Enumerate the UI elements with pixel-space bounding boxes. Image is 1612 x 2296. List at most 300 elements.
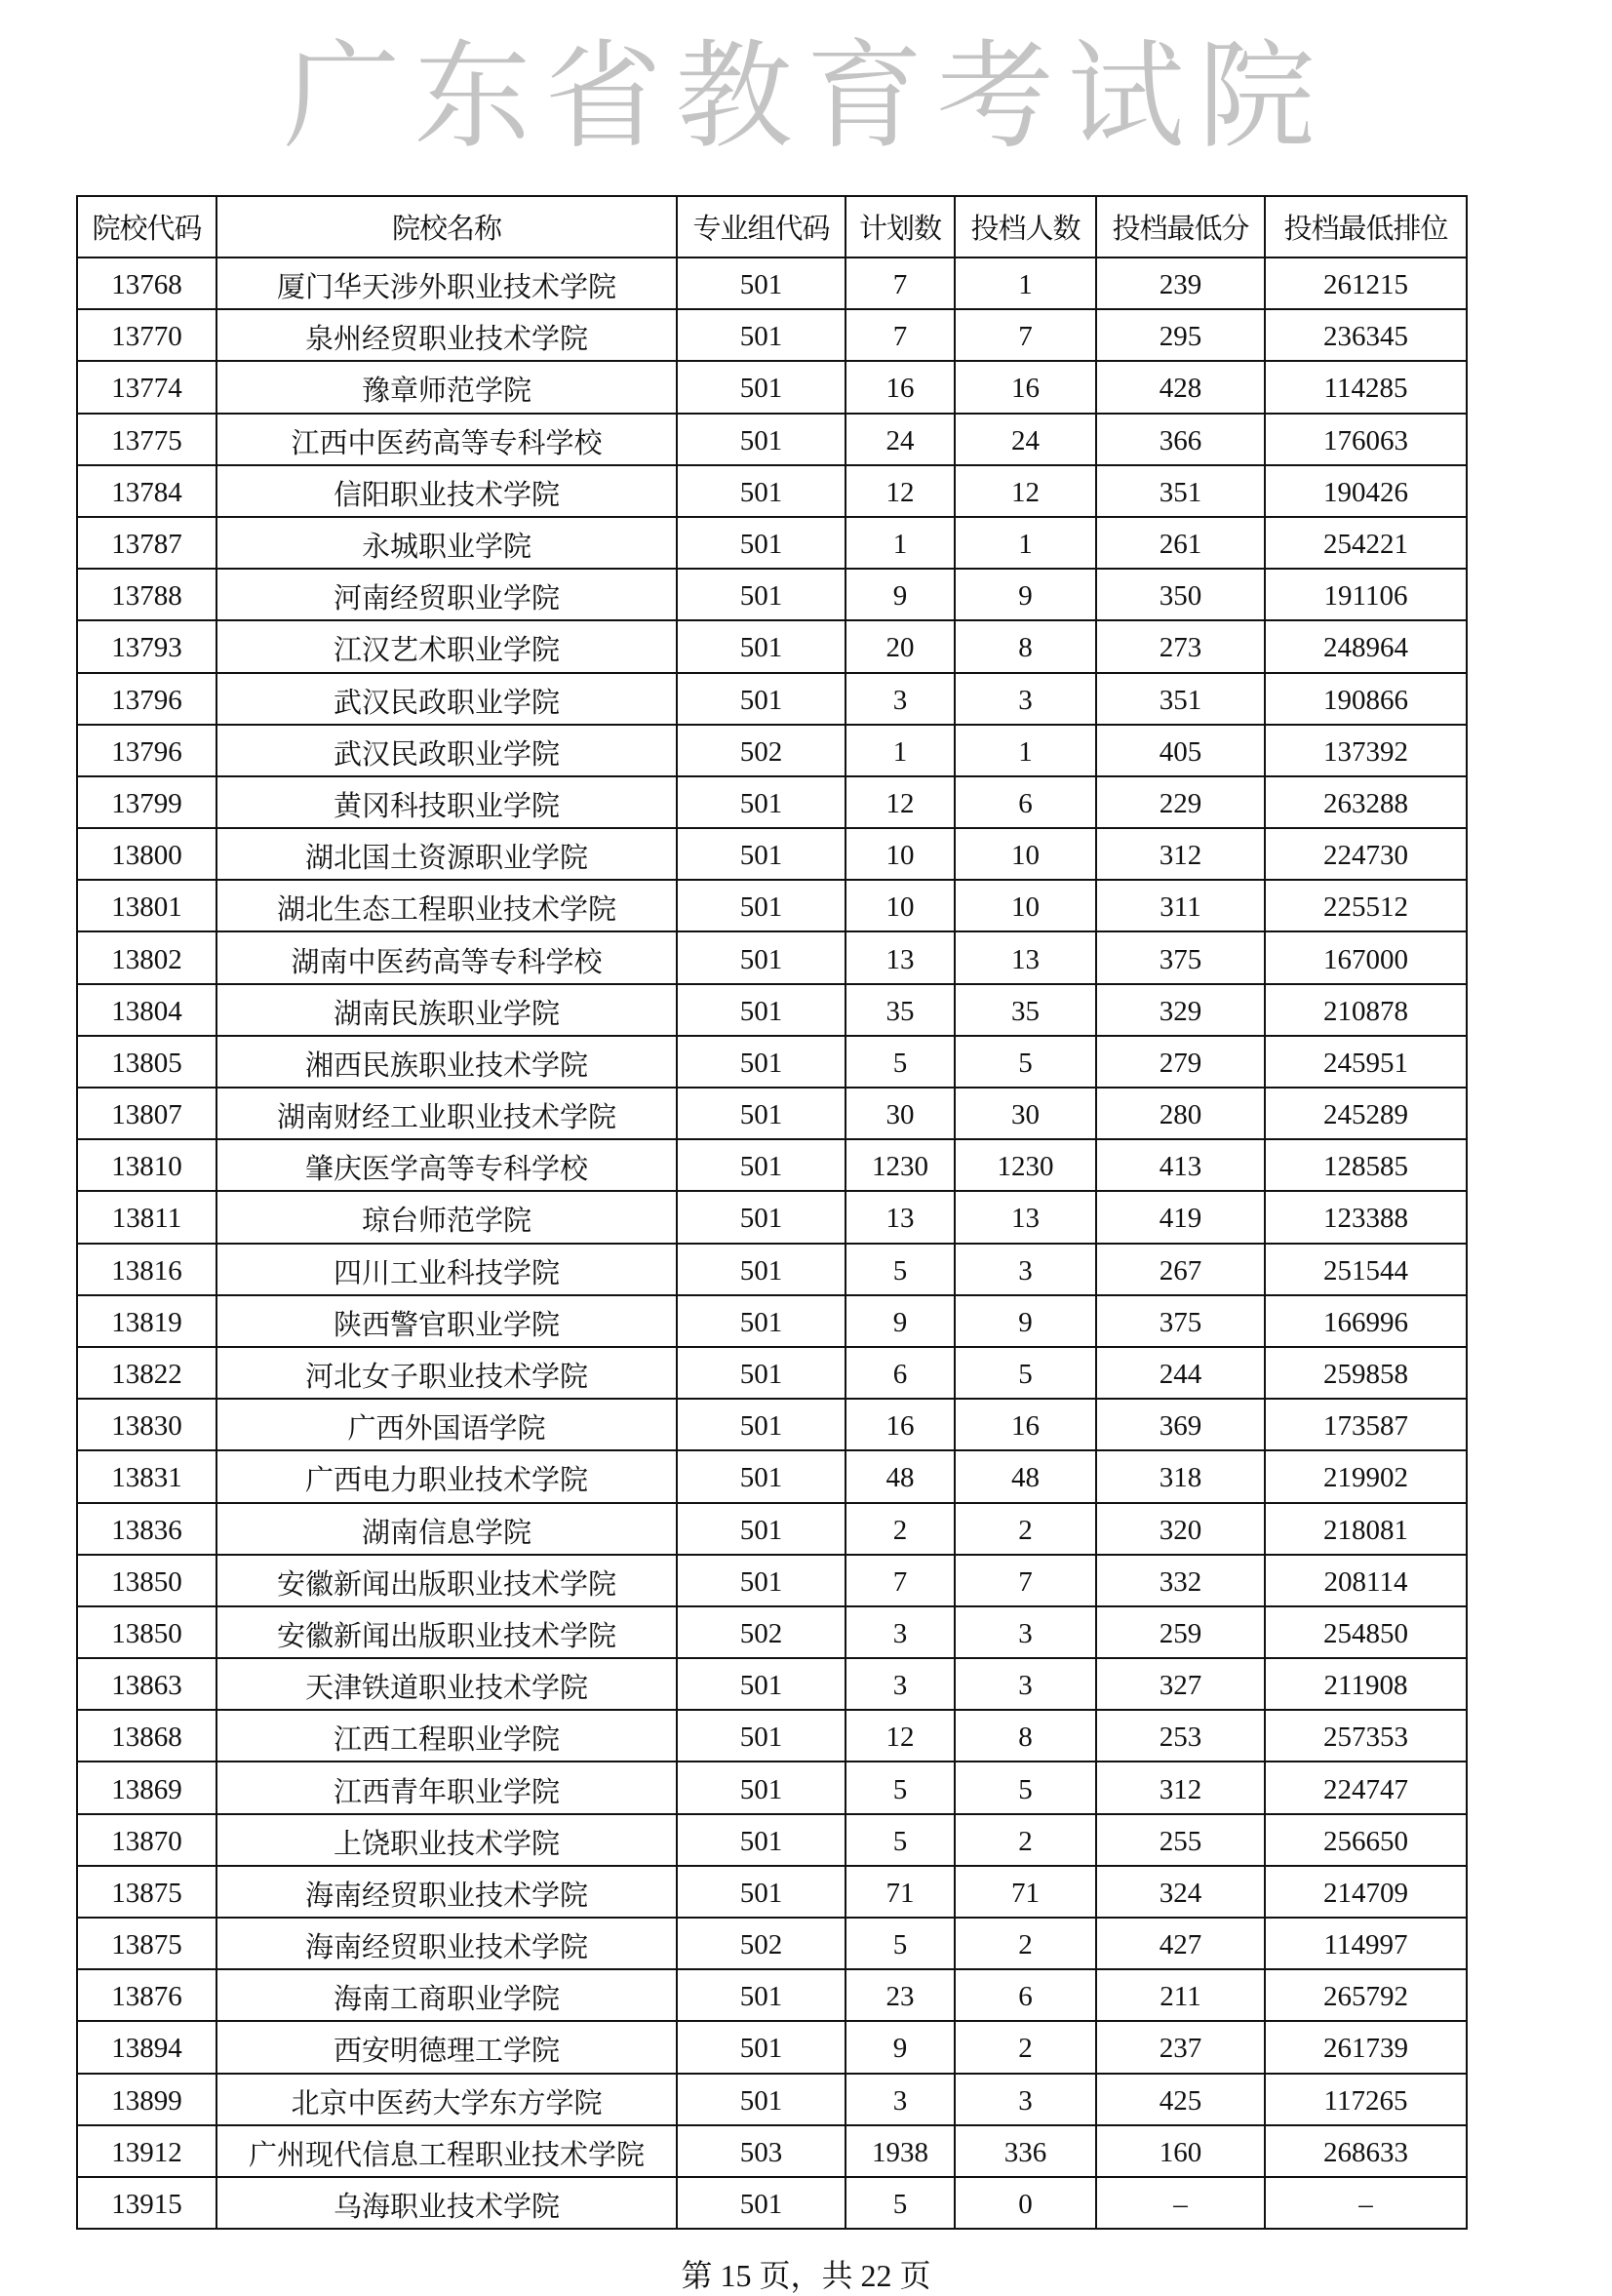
- cell-group-code: 501: [677, 414, 845, 465]
- cell-school-name: 黄冈科技职业学院: [216, 776, 677, 828]
- cell-admitted-count: 5: [955, 1036, 1096, 1088]
- cell-plan-count: 5: [845, 1244, 955, 1295]
- cell-school-name: 上饶职业技术学院: [216, 1814, 677, 1866]
- table-row: [77, 1866, 1467, 1918]
- cell-min-rank: 166996: [1265, 1295, 1467, 1347]
- cell-group-code: 501: [677, 1710, 845, 1762]
- cell-plan-count: 48: [845, 1450, 955, 1502]
- cell-school-name: 江汉艺术职业学院: [216, 620, 677, 672]
- cell-group-code: 501: [677, 880, 845, 931]
- cell-school-code: 13796: [77, 673, 216, 725]
- cell-group-code: 501: [677, 465, 845, 517]
- cell-group-code: 501: [677, 1503, 845, 1555]
- cell-group-code: 501: [677, 1399, 845, 1450]
- table-row: [77, 1139, 1467, 1191]
- cell-min-rank: 117265: [1265, 2074, 1467, 2125]
- cell-plan-count: 1938: [845, 2125, 955, 2177]
- cell-admitted-count: 1: [955, 257, 1096, 309]
- cell-plan-count: 7: [845, 309, 955, 361]
- cell-admitted-count: 6: [955, 776, 1096, 828]
- cell-school-name: 天津铁道职业技术学院: [216, 1658, 677, 1710]
- cell-plan-count: 6: [845, 1347, 955, 1399]
- cell-min-rank: 248964: [1265, 620, 1467, 672]
- cell-school-code: 13894: [77, 2021, 216, 2073]
- cell-min-score: 375: [1096, 931, 1265, 983]
- cell-school-code: 13805: [77, 1036, 216, 1088]
- cell-min-rank: 190426: [1265, 465, 1467, 517]
- cell-group-code: 501: [677, 2074, 845, 2125]
- cell-min-score: 413: [1096, 1139, 1265, 1191]
- cell-min-score: 160: [1096, 2125, 1265, 2177]
- cell-admitted-count: 2: [955, 1918, 1096, 1969]
- cell-admitted-count: 48: [955, 1450, 1096, 1502]
- table-row: [77, 1814, 1467, 1866]
- cell-school-name: 乌海职业技术学院: [216, 2177, 677, 2229]
- cell-school-name: 北京中医药大学东方学院: [216, 2074, 677, 2125]
- cell-school-code: 13830: [77, 1399, 216, 1450]
- table-row: [77, 1555, 1467, 1606]
- cell-school-name: 西安明德理工学院: [216, 2021, 677, 2073]
- cell-school-code: 13796: [77, 725, 216, 776]
- cell-school-code: 13836: [77, 1503, 216, 1555]
- header-group-code: 专业组代码: [677, 196, 845, 257]
- cell-group-code: 501: [677, 2177, 845, 2229]
- cell-school-code: 13915: [77, 2177, 216, 2229]
- cell-school-code: 13787: [77, 517, 216, 569]
- table-body: [77, 257, 1467, 2229]
- cell-school-name: 永城职业学院: [216, 517, 677, 569]
- cell-min-rank: 114285: [1265, 361, 1467, 413]
- cell-min-score: 237: [1096, 2021, 1265, 2073]
- watermark: 广东省教育考试院: [283, 29, 1329, 165]
- cell-min-rank: 167000: [1265, 931, 1467, 983]
- cell-min-score: –: [1096, 2177, 1265, 2229]
- table-row: [77, 880, 1467, 931]
- table-row: [77, 1450, 1467, 1502]
- cell-admitted-count: 71: [955, 1866, 1096, 1918]
- cell-min-score: 253: [1096, 1710, 1265, 1762]
- cell-group-code: 501: [677, 257, 845, 309]
- cell-admitted-count: 336: [955, 2125, 1096, 2177]
- cell-min-rank: 176063: [1265, 414, 1467, 465]
- header-plan-count: 计划数: [845, 196, 955, 257]
- cell-min-rank: 210878: [1265, 984, 1467, 1036]
- cell-school-name: 泉州经贸职业技术学院: [216, 309, 677, 361]
- cell-school-code: 13801: [77, 880, 216, 931]
- cell-admitted-count: 5: [955, 1762, 1096, 1813]
- cell-group-code: 501: [677, 1450, 845, 1502]
- cell-plan-count: 13: [845, 931, 955, 983]
- cell-min-rank: 265792: [1265, 1969, 1467, 2021]
- cell-admitted-count: 2: [955, 2021, 1096, 2073]
- cell-group-code: 501: [677, 776, 845, 828]
- cell-school-code: 13810: [77, 1139, 216, 1191]
- cell-group-code: 501: [677, 1191, 845, 1243]
- table-row: [77, 1658, 1467, 1710]
- cell-school-name: 豫章师范学院: [216, 361, 677, 413]
- cell-min-score: 318: [1096, 1450, 1265, 1502]
- cell-group-code: 501: [677, 2021, 845, 2073]
- admission-table: [76, 195, 1468, 2230]
- cell-min-rank: 191106: [1265, 569, 1467, 620]
- cell-school-name: 安徽新闻出版职业技术学院: [216, 1606, 677, 1658]
- cell-admitted-count: 9: [955, 1295, 1096, 1347]
- cell-group-code: 501: [677, 1762, 845, 1813]
- cell-school-name: 安徽新闻出版职业技术学院: [216, 1555, 677, 1606]
- cell-school-code: 13799: [77, 776, 216, 828]
- cell-min-score: 267: [1096, 1244, 1265, 1295]
- cell-min-score: 244: [1096, 1347, 1265, 1399]
- cell-plan-count: 24: [845, 414, 955, 465]
- cell-group-code: 501: [677, 828, 845, 880]
- cell-school-code: 13807: [77, 1088, 216, 1139]
- table-row: [77, 309, 1467, 361]
- cell-min-score: 351: [1096, 465, 1265, 517]
- cell-admitted-count: 3: [955, 1244, 1096, 1295]
- cell-plan-count: 9: [845, 1295, 955, 1347]
- cell-min-score: 280: [1096, 1088, 1265, 1139]
- cell-min-rank: 261215: [1265, 257, 1467, 309]
- cell-school-code: 13831: [77, 1450, 216, 1502]
- cell-min-rank: 208114: [1265, 1555, 1467, 1606]
- cell-min-score: 320: [1096, 1503, 1265, 1555]
- cell-plan-count: 3: [845, 1658, 955, 1710]
- cell-min-score: 279: [1096, 1036, 1265, 1088]
- table-row: [77, 931, 1467, 983]
- cell-min-score: 211: [1096, 1969, 1265, 2021]
- cell-min-rank: 219902: [1265, 1450, 1467, 1502]
- cell-min-rank: 254850: [1265, 1606, 1467, 1658]
- cell-min-score: 419: [1096, 1191, 1265, 1243]
- cell-min-score: 273: [1096, 620, 1265, 672]
- cell-school-name: 湖北国土资源职业学院: [216, 828, 677, 880]
- cell-school-name: 肇庆医学高等专科学校: [216, 1139, 677, 1191]
- cell-plan-count: 7: [845, 257, 955, 309]
- cell-school-name: 湖南财经工业职业技术学院: [216, 1088, 677, 1139]
- cell-plan-count: 5: [845, 1918, 955, 1969]
- cell-plan-count: 9: [845, 2021, 955, 2073]
- cell-admitted-count: 16: [955, 361, 1096, 413]
- table-row: [77, 1969, 1467, 2021]
- cell-school-name: 河北女子职业技术学院: [216, 1347, 677, 1399]
- cell-min-rank: 214709: [1265, 1866, 1467, 1918]
- table-row: [77, 2125, 1467, 2177]
- cell-school-name: 河南经贸职业学院: [216, 569, 677, 620]
- cell-min-rank: 224730: [1265, 828, 1467, 880]
- table-row: [77, 1295, 1467, 1347]
- cell-min-rank: 254221: [1265, 517, 1467, 569]
- cell-school-name: 海南经贸职业技术学院: [216, 1866, 677, 1918]
- cell-min-score: 332: [1096, 1555, 1265, 1606]
- cell-admitted-count: 35: [955, 984, 1096, 1036]
- cell-group-code: 501: [677, 517, 845, 569]
- table-row: [77, 1399, 1467, 1450]
- cell-group-code: 501: [677, 1969, 845, 2021]
- cell-school-code: 13912: [77, 2125, 216, 2177]
- cell-plan-count: 1: [845, 725, 955, 776]
- cell-group-code: 501: [677, 1244, 845, 1295]
- cell-group-code: 501: [677, 1088, 845, 1139]
- cell-group-code: 501: [677, 1036, 845, 1088]
- cell-school-name: 江西中医药高等专科学校: [216, 414, 677, 465]
- cell-min-score: 405: [1096, 725, 1265, 776]
- cell-plan-count: 16: [845, 1399, 955, 1450]
- cell-plan-count: 12: [845, 776, 955, 828]
- cell-plan-count: 5: [845, 2177, 955, 2229]
- cell-school-name: 广州现代信息工程职业技术学院: [216, 2125, 677, 2177]
- cell-min-score: 369: [1096, 1399, 1265, 1450]
- cell-school-code: 13768: [77, 257, 216, 309]
- cell-min-rank: 137392: [1265, 725, 1467, 776]
- table-row: [77, 984, 1467, 1036]
- cell-admitted-count: 16: [955, 1399, 1096, 1450]
- cell-school-name: 广西外国语学院: [216, 1399, 677, 1450]
- cell-admitted-count: 3: [955, 1658, 1096, 1710]
- cell-min-rank: 268633: [1265, 2125, 1467, 2177]
- cell-plan-count: 2: [845, 1503, 955, 1555]
- cell-admitted-count: 7: [955, 309, 1096, 361]
- header-min-score: 投档最低分: [1096, 196, 1265, 257]
- cell-min-rank: 251544: [1265, 1244, 1467, 1295]
- cell-plan-count: 7: [845, 1555, 955, 1606]
- cell-admitted-count: 3: [955, 673, 1096, 725]
- cell-min-rank: 236345: [1265, 309, 1467, 361]
- table-row: [77, 725, 1467, 776]
- cell-min-rank: 128585: [1265, 1139, 1467, 1191]
- table-row: [77, 1710, 1467, 1762]
- cell-admitted-count: 24: [955, 414, 1096, 465]
- cell-admitted-count: 6: [955, 1969, 1096, 2021]
- header-school-name: 院校名称: [216, 196, 677, 257]
- cell-min-score: 375: [1096, 1295, 1265, 1347]
- cell-min-rank: 190866: [1265, 673, 1467, 725]
- cell-school-code: 13850: [77, 1606, 216, 1658]
- header-min-rank: 投档最低排位: [1265, 196, 1467, 257]
- cell-plan-count: 3: [845, 2074, 955, 2125]
- cell-school-code: 13822: [77, 1347, 216, 1399]
- cell-plan-count: 5: [845, 1036, 955, 1088]
- table-row: [77, 620, 1467, 672]
- cell-school-code: 13788: [77, 569, 216, 620]
- cell-admitted-count: 2: [955, 1814, 1096, 1866]
- cell-school-code: 13875: [77, 1866, 216, 1918]
- cell-min-rank: 261739: [1265, 2021, 1467, 2073]
- cell-min-rank: 245951: [1265, 1036, 1467, 1088]
- table-row: [77, 828, 1467, 880]
- cell-admitted-count: 8: [955, 620, 1096, 672]
- cell-plan-count: 13: [845, 1191, 955, 1243]
- cell-school-name: 武汉民政职业学院: [216, 673, 677, 725]
- cell-school-name: 琼台师范学院: [216, 1191, 677, 1243]
- cell-min-rank: 211908: [1265, 1658, 1467, 1710]
- cell-plan-count: 3: [845, 673, 955, 725]
- table-row: [77, 361, 1467, 413]
- table-row: [77, 2021, 1467, 2073]
- table-row: [77, 776, 1467, 828]
- table-row: [77, 1036, 1467, 1088]
- cell-group-code: 501: [677, 1139, 845, 1191]
- cell-school-name: 海南工商职业学院: [216, 1969, 677, 2021]
- table-row: [77, 1244, 1467, 1295]
- cell-admitted-count: 2: [955, 1503, 1096, 1555]
- cell-min-score: 229: [1096, 776, 1265, 828]
- cell-group-code: 501: [677, 361, 845, 413]
- cell-school-name: 陕西警官职业学院: [216, 1295, 677, 1347]
- cell-min-score: 259: [1096, 1606, 1265, 1658]
- table-row: [77, 1762, 1467, 1813]
- table-row: [77, 465, 1467, 517]
- table-row: [77, 2177, 1467, 2229]
- cell-min-rank: –: [1265, 2177, 1467, 2229]
- cell-school-code: 13876: [77, 1969, 216, 2021]
- cell-admitted-count: 1: [955, 517, 1096, 569]
- cell-admitted-count: 1: [955, 725, 1096, 776]
- cell-min-score: 324: [1096, 1866, 1265, 1918]
- cell-school-name: 海南经贸职业技术学院: [216, 1918, 677, 1969]
- cell-group-code: 502: [677, 725, 845, 776]
- cell-group-code: 501: [677, 309, 845, 361]
- cell-min-rank: 173587: [1265, 1399, 1467, 1450]
- cell-admitted-count: 7: [955, 1555, 1096, 1606]
- cell-plan-count: 5: [845, 1814, 955, 1866]
- cell-min-score: 239: [1096, 257, 1265, 309]
- cell-admitted-count: 5: [955, 1347, 1096, 1399]
- cell-plan-count: 16: [845, 361, 955, 413]
- cell-min-score: 428: [1096, 361, 1265, 413]
- cell-school-code: 13774: [77, 361, 216, 413]
- cell-admitted-count: 3: [955, 1606, 1096, 1658]
- cell-min-score: 255: [1096, 1814, 1265, 1866]
- table-row: [77, 1503, 1467, 1555]
- cell-group-code: 501: [677, 569, 845, 620]
- cell-plan-count: 1: [845, 517, 955, 569]
- cell-group-code: 503: [677, 2125, 845, 2177]
- cell-min-rank: 224747: [1265, 1762, 1467, 1813]
- table-row: [77, 2074, 1467, 2125]
- cell-min-rank: 218081: [1265, 1503, 1467, 1555]
- cell-plan-count: 5: [845, 1762, 955, 1813]
- cell-group-code: 502: [677, 1918, 845, 1969]
- cell-school-name: 湖北生态工程职业技术学院: [216, 880, 677, 931]
- cell-admitted-count: 0: [955, 2177, 1096, 2229]
- cell-school-code: 13875: [77, 1918, 216, 1969]
- page-number-footer: 第 15 页，共 22 页: [681, 2258, 931, 2293]
- cell-plan-count: 9: [845, 569, 955, 620]
- cell-school-code: 13816: [77, 1244, 216, 1295]
- cell-school-code: 13775: [77, 414, 216, 465]
- cell-school-name: 湖南信息学院: [216, 1503, 677, 1555]
- cell-admitted-count: 1230: [955, 1139, 1096, 1191]
- cell-plan-count: 35: [845, 984, 955, 1036]
- cell-school-name: 厦门华天涉外职业技术学院: [216, 257, 677, 309]
- cell-school-code: 13819: [77, 1295, 216, 1347]
- cell-plan-count: 10: [845, 880, 955, 931]
- cell-min-score: 351: [1096, 673, 1265, 725]
- table-row: [77, 257, 1467, 309]
- cell-min-rank: 123388: [1265, 1191, 1467, 1243]
- cell-min-score: 425: [1096, 2074, 1265, 2125]
- cell-school-code: 13800: [77, 828, 216, 880]
- cell-plan-count: 20: [845, 620, 955, 672]
- cell-admitted-count: 10: [955, 828, 1096, 880]
- cell-school-name: 湖南民族职业学院: [216, 984, 677, 1036]
- cell-plan-count: 12: [845, 465, 955, 517]
- cell-min-score: 427: [1096, 1918, 1265, 1969]
- cell-admitted-count: 3: [955, 2074, 1096, 2125]
- cell-school-code: 13784: [77, 465, 216, 517]
- cell-min-rank: 245289: [1265, 1088, 1467, 1139]
- cell-school-code: 13804: [77, 984, 216, 1036]
- cell-min-rank: 114997: [1265, 1918, 1467, 1969]
- cell-school-code: 13899: [77, 2074, 216, 2125]
- table-row: [77, 1918, 1467, 1969]
- cell-admitted-count: 12: [955, 465, 1096, 517]
- cell-school-name: 江西工程职业学院: [216, 1710, 677, 1762]
- table-row: [77, 1191, 1467, 1243]
- cell-plan-count: 71: [845, 1866, 955, 1918]
- cell-school-name: 武汉民政职业学院: [216, 725, 677, 776]
- cell-min-score: 295: [1096, 309, 1265, 361]
- cell-group-code: 501: [677, 931, 845, 983]
- cell-school-name: 湖南中医药高等专科学校: [216, 931, 677, 983]
- cell-school-code: 13869: [77, 1762, 216, 1813]
- table-row: [77, 1347, 1467, 1399]
- table-row: [77, 569, 1467, 620]
- cell-min-score: 312: [1096, 1762, 1265, 1813]
- cell-school-name: 江西青年职业学院: [216, 1762, 677, 1813]
- cell-admitted-count: 13: [955, 1191, 1096, 1243]
- table-row: [77, 517, 1467, 569]
- cell-plan-count: 12: [845, 1710, 955, 1762]
- cell-group-code: 502: [677, 1606, 845, 1658]
- cell-group-code: 501: [677, 1658, 845, 1710]
- cell-min-score: 311: [1096, 880, 1265, 931]
- cell-admitted-count: 9: [955, 569, 1096, 620]
- cell-min-score: 312: [1096, 828, 1265, 880]
- cell-min-rank: 225512: [1265, 880, 1467, 931]
- cell-min-rank: 257353: [1265, 1710, 1467, 1762]
- cell-school-code: 13811: [77, 1191, 216, 1243]
- cell-group-code: 501: [677, 620, 845, 672]
- cell-min-score: 366: [1096, 414, 1265, 465]
- cell-group-code: 501: [677, 1295, 845, 1347]
- table-header-row: [77, 196, 1467, 257]
- cell-school-code: 13870: [77, 1814, 216, 1866]
- table-row: [77, 1088, 1467, 1139]
- cell-group-code: 501: [677, 984, 845, 1036]
- cell-school-name: 信阳职业技术学院: [216, 465, 677, 517]
- cell-min-rank: 259858: [1265, 1347, 1467, 1399]
- cell-school-name: 广西电力职业技术学院: [216, 1450, 677, 1502]
- table-row: [77, 414, 1467, 465]
- cell-admitted-count: 30: [955, 1088, 1096, 1139]
- cell-plan-count: 23: [845, 1969, 955, 2021]
- table-row: [77, 673, 1467, 725]
- cell-min-score: 329: [1096, 984, 1265, 1036]
- cell-school-code: 13802: [77, 931, 216, 983]
- cell-min-rank: 263288: [1265, 776, 1467, 828]
- cell-school-name: 四川工业科技学院: [216, 1244, 677, 1295]
- cell-plan-count: 10: [845, 828, 955, 880]
- cell-min-score: 350: [1096, 569, 1265, 620]
- cell-plan-count: 30: [845, 1088, 955, 1139]
- cell-school-code: 13793: [77, 620, 216, 672]
- cell-school-code: 13770: [77, 309, 216, 361]
- header-school-code: 院校代码: [77, 196, 216, 257]
- header-admitted-count: 投档人数: [955, 196, 1096, 257]
- cell-min-rank: 256650: [1265, 1814, 1467, 1866]
- cell-group-code: 501: [677, 1347, 845, 1399]
